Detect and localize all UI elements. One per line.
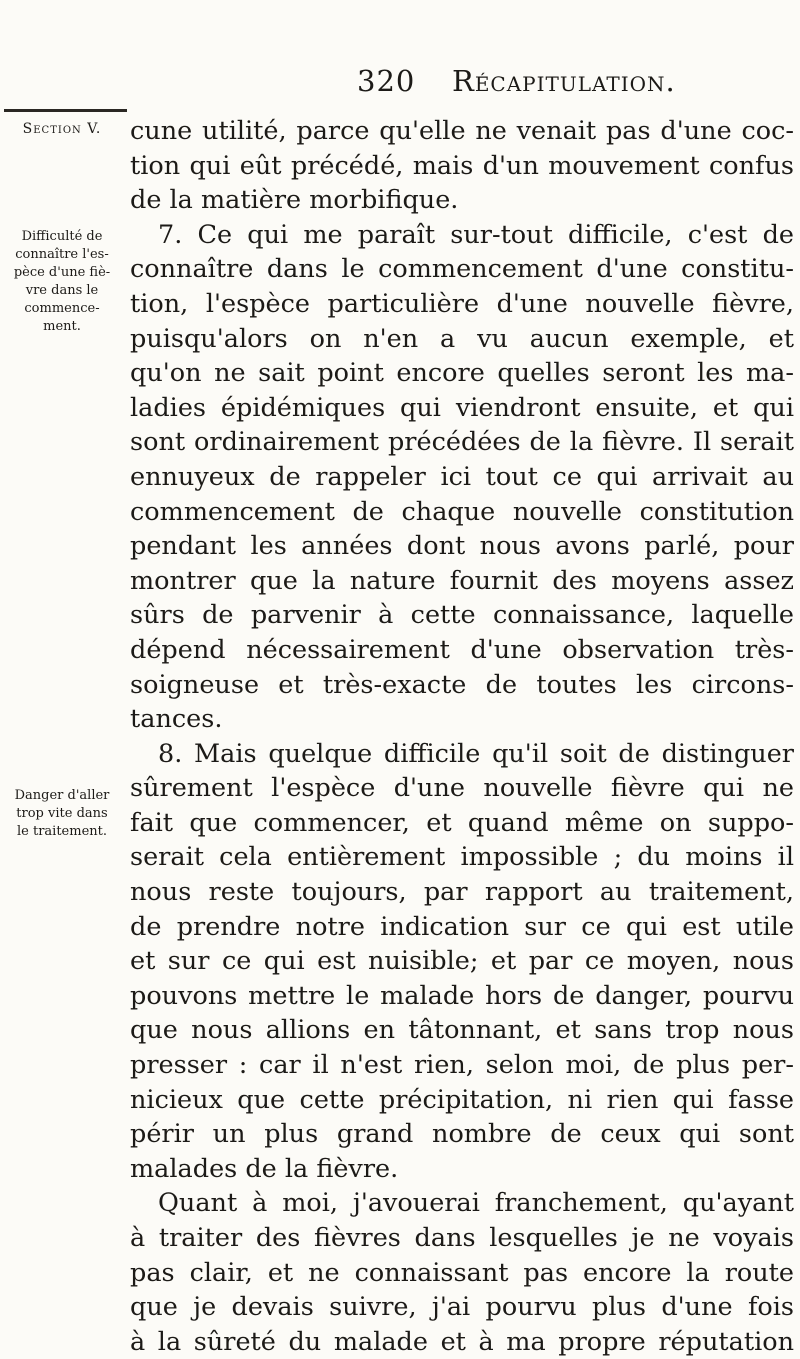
body-text [130,114,794,1359]
text-line: 8. Mais quelque difficile qu'il soit de distinguer [158,738,794,769]
section-label-text: Section V. [22,121,102,137]
text-line: 7. Ce qui me paraît sur-tout difficile, c'est de [158,219,794,250]
margin-note-line: Danger d'aller [14,788,110,803]
text-line: commencement de chaque nouvelle constitution [130,496,794,527]
text-line: pendant les années dont nous avons parlé, pour [130,531,794,562]
margin-note-line: le traitement. [17,824,107,839]
text-line: sont ordinairement précédées de la fièvre. Il serait [130,427,794,458]
margin-note-danger [0,787,124,841]
text-line: de la matière morbifique. [130,185,459,216]
text-line: soigneuse et très-exacte de toutes les circons- [130,669,794,700]
text-line: et sur ce qui est nuisible; et par ce moyen, nous [130,946,794,977]
text-line: ennuyeux de rappeler ici tout ce qui arrivait au [130,461,794,492]
page-number: 320 [357,64,416,98]
text-line: montrer que la nature fournit des moyens assez [130,565,794,596]
section-label [0,120,124,138]
text-line: sûrs de parvenir à cette connaissance, laquelle [130,600,794,631]
text-line: sûrement l'espèce d'une nouvelle fièvre qui ne [130,773,794,804]
text-line: cune utilité, parce qu'elle ne venait pas d'une coc- [130,116,794,146]
text-line: fait que commencer, et quand même on suppo- [130,807,794,838]
text-line: malades de la fièvre. [130,1153,399,1184]
margin-note-line: vre dans le [25,283,99,298]
text-line: que nous allions en tâtonnant, et sans trop nous [130,1015,794,1046]
text-line: dépend nécessairement d'une observation très- [130,634,794,665]
text-line: pouvons mettre le malade hors de danger, pourvu [130,980,794,1011]
text-line: pas clair, et ne connaissant pas encore la route [130,1257,794,1288]
running-title: Récapitulation. [452,64,676,98]
margin-note-line: pèce d'une fiè- [13,265,111,280]
margin-note-difficulte [0,228,124,336]
running-head [0,64,800,104]
text-line: tances. [130,704,223,735]
margin-note-line: connaître l'es- [15,247,109,262]
text-line: à la sûreté du malade et à ma propre réputation [130,1326,794,1357]
text-line: puisqu'alors on n'en a vu aucun exemple, et [130,323,794,354]
text-line: ladies épidémiques qui viendront ensuite, et qui [130,392,794,423]
margin-note-line: trop vite dans [16,806,108,821]
text-line: de prendre notre indication sur ce qui est utile [130,911,794,942]
text-line: nous reste toujours, par rapport au traitement, [130,877,794,908]
text-line: nicieux que cette précipitation, ni rien qui fasse [130,1084,794,1115]
text-line: périr un plus grand nombre de ceux qui sont [130,1119,794,1150]
text-line: tion qui eût précédé, mais d'un mouvement confus [130,150,794,181]
text-line: que je devais suivre, j'ai pourvu plus d'une fois [130,1292,794,1323]
text-line: connaître dans le commencement d'une constitu- [130,254,794,285]
text-line: à traiter des fièvres dans lesquelles je ne voyais [130,1223,794,1253]
margin-note-line: commence- [24,301,100,316]
margin-note-line: ment. [43,319,81,334]
text-line: qu'on ne sait point encore quelles seront les ma- [130,358,794,389]
text-line: Quant à moi, j'avouerai franchement, qu'ayant [158,1188,794,1219]
text-line: serait cela entièrement impossible ; du moins il [130,842,794,873]
text-line: presser : car il n'est rien, selon moi, de plus per- [130,1050,794,1081]
text-line: tion, l'espèce particulière d'une nouvelle fièvre, [130,288,794,319]
margin-note-line: Difficulté de [21,229,103,244]
header-rule [4,109,127,112]
